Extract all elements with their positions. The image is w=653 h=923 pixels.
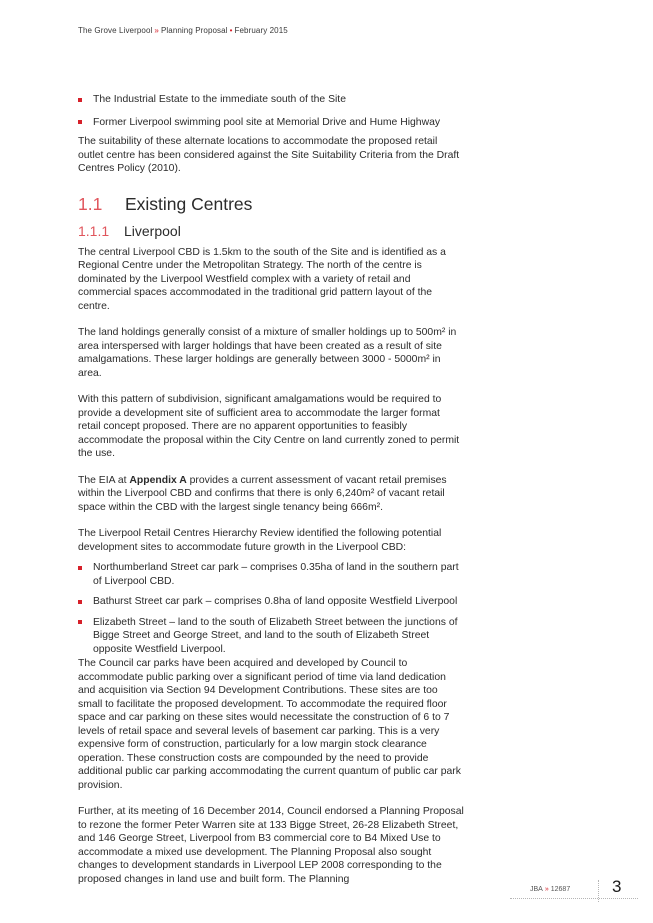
footer-ref-number: 12687 — [550, 886, 571, 893]
footer-divider — [510, 898, 638, 899]
list-item: Former Liverpool swimming pool site at Memorial Drive and Hume Highway — [78, 116, 464, 130]
header-document: Planning Proposal — [160, 26, 228, 35]
paragraph-council-meeting: Further, at its meeting of 16 December 2014, Council endorsed a Planning Proposal to rezone the former Peter Warren site at 133 Bigge Street, 26-28 Elizabeth Street, and 146 George Street, Liverpool from B3 commercial core to B4 Mixed Use to accommodate a mixed use development. The Planning Proposal also sought changes to development standards in Liverpool LEP 2008 corresponding to the proposed changes in land use and built form. The Planning — [78, 806, 464, 885]
paragraph-eia-start: The EIA at — [78, 474, 130, 486]
paragraph-cbd-overview: The central Liverpool CBD is 1.5km to the south of the Site and is identified as a Regional Centre under the Metropolitan Strategy. The north of the centre is dominated by the Liverpool Westfield complex with a variety of retail and commercial spaces accommodated in the traditional grid pattern layout of the centre. — [78, 246, 446, 312]
footer-separator-icon: » — [544, 886, 549, 893]
section-number: 1.1 — [78, 193, 103, 214]
paragraph-hierarchy-review: The Liverpool Retail Centres Hierarchy Review identified the following potential development sites to accommodate future growth in the Liverpool CBD: — [78, 528, 442, 553]
intro-bullet-list — [78, 93, 464, 129]
subsection-heading — [78, 223, 464, 240]
body-content — [78, 93, 464, 899]
appendix-reference: Appendix A — [129, 474, 187, 486]
header-date: February 2015 — [234, 26, 288, 35]
intro-paragraph: The suitability of these alternate locations to accommodate the proposed retail outlet centre has been considered against the Site Suitability Criteria from the Draft Centres Policy (2010). — [78, 136, 460, 174]
section-title: Existing Centres — [125, 193, 253, 214]
list-item: Bathurst Street car park – comprises 0.8ha of land opposite Westfield Liverpool — [78, 595, 464, 609]
page-number: 3 — [612, 877, 622, 896]
paragraph-land-holdings: The land holdings generally consist of a mixture of smaller holdings up to 500m² in area interspersed with larger holdings that have been created as a result of site amalgamations. These larger holdings are generally between 3000 - 5000m² in area. — [78, 327, 457, 379]
header-separator-icon: » — [154, 26, 159, 35]
paragraph-eia — [78, 474, 464, 515]
subsection-number: 1.1.1 — [78, 222, 110, 239]
footer-reference — [530, 886, 570, 893]
list-item: The Industrial Estate to the immediate south of the Site — [78, 93, 464, 107]
paragraph-subdivision: With this pattern of subdivision, significant amalgamations would be required to provide a development site of sufficient area to accommodate the larger format retail concept proposed. There are no apparent opportunities to feasibly accommodate the proposal within the City Centre on land currently zoned to permit the use. — [78, 394, 460, 459]
header-separator-icon: • — [229, 26, 233, 35]
footer-company: JBA — [530, 886, 543, 893]
section-heading — [78, 194, 464, 214]
running-header — [78, 26, 288, 35]
footer-vertical-divider — [598, 880, 599, 902]
paragraph-eia-end: provides a current assessment of vacant retail premises within the Liverpool CBD and confirms that there is only 6,240m² of vacant retail space within the CBD with the largest single tenancy being 666m². — [78, 474, 447, 513]
paragraph-car-parks: The Council car parks have been acquired and developed by Council to accommodate public parking over a significant period of time via land dedication and acquisition via Section 94 Development Contributions. These sites are too small to facilitate the proposed development. To accommodate the required floor space and car parking on these sites would necessitate the construction of 6 to 7 levels of retail space and several levels of basement car parking. This is a very expensive form of construction, particularly for a low margin stock clearance operation. These construction costs are compounded by the need to provide additional public car parking accommodating the current quantum of public car park provision. — [78, 658, 461, 791]
list-item: Northumberland Street car park – comprises 0.35ha of land in the southern part of Liverpool CBD. — [78, 561, 464, 588]
header-project: The Grove Liverpool — [78, 26, 153, 35]
site-bullet-list — [78, 561, 464, 656]
list-item: Elizabeth Street – land to the south of Elizabeth Street between the junctions of Bigge Street and George Street, and land to the south of Elizabeth Street opposite Westfield Liverpool. — [78, 616, 464, 657]
subsection-title: Liverpool — [124, 222, 181, 239]
